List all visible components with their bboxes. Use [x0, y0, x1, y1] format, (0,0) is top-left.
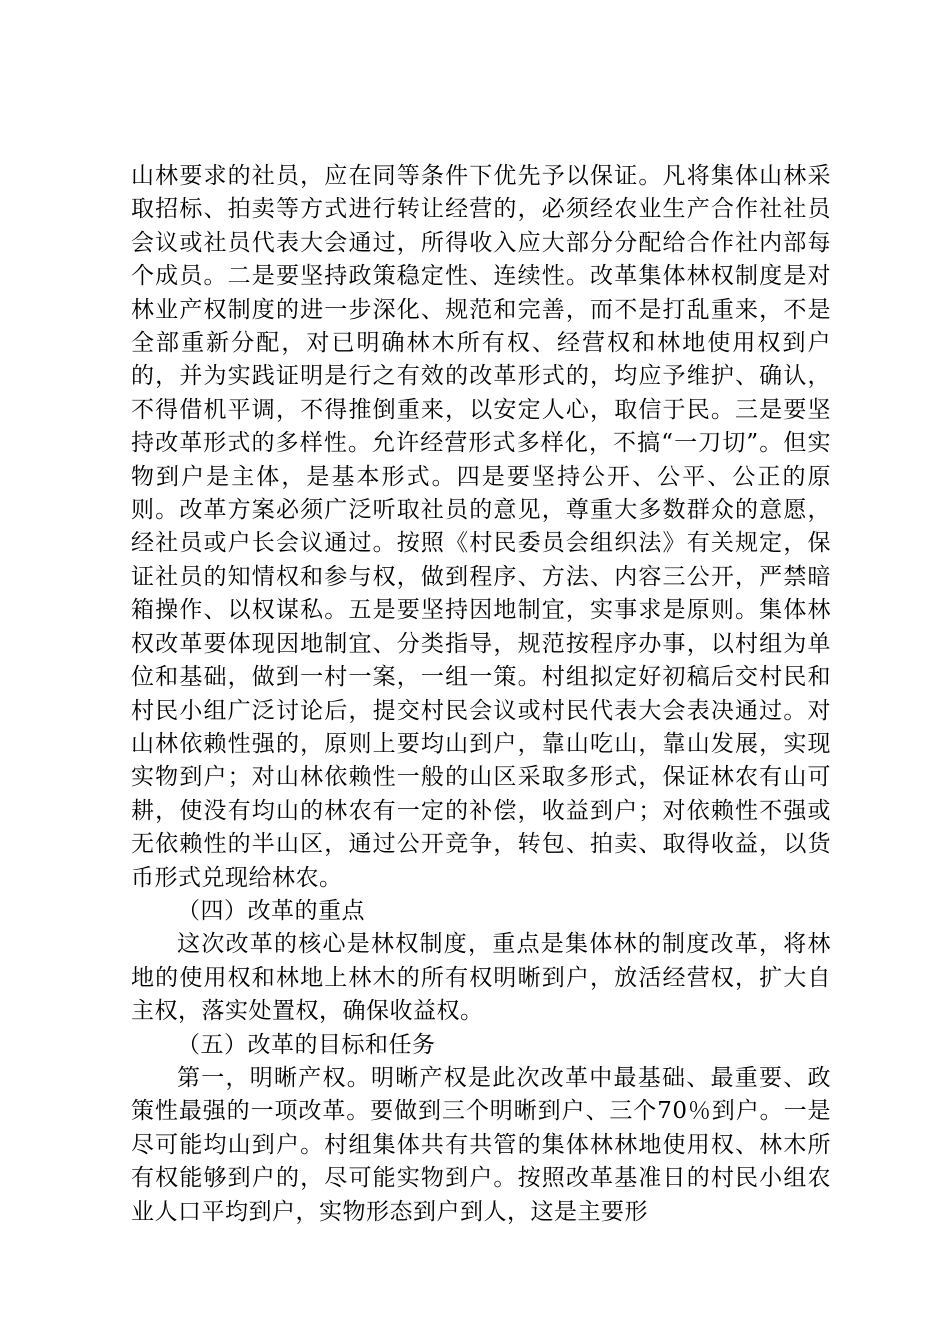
- section-heading-5: （五）改革的目标和任务: [177, 1031, 436, 1058]
- paragraph-continuation: 山林要求的社员，应在同等条件下优先予以保证。凡将集体山林采取招标、拍卖等方式进行转让经营的，必须经农业生产合作社社员会议或社员代表大会通过，所得收入应大部分分配给合作社内部每个成员。二是要坚持政策稳定性、连续性。改革集体林权制度是对林业产权制度的进一步深化、规范和完善，而不是打乱重来，不是全部重新分配，对已明确林木所有权、经营权和林地使用权到户的，并为实践证明是行之有效的改革形式的，均应予维护、确认，不得借机平调，不得推倒重来，以安定人心，取信于民。三是要坚持改革形式的多样性。允许经营形式多样化，不搞“一刀切”。但实物到户是主体，是基本形式。四是要坚持公开、公平、公正的原则。改革方案必须广泛听取社员的意见，尊重大多数群众的意愿，经社员或户长会议通过。按照《村民委员会组织法》有关规定，保证社员的知情权和参与权，做到程序、方法、内容三公开，严禁暗箱操作、以权谋私。五是要坚持因地制宜，实事求是原则。集体林权改革要体现因地制宜、分类指导，规范按程序办事，以村组为单位和基础，做到一村一案，一组一策。村组拟定好初稿后交村民和村民小组广泛讨论后，提交村民会议或村民代表大会表决通过。对山林依赖性强的，原则上要均山到户，靠山吃山，靠山发展，实现实物到户；对山林依赖性一般的山区采取多形式，保证林农有山可耕，使没有均山的林农有一定的补偿，收益到户；对依赖性不强或无依赖性的半山区，通过公开竞争，转包、拍卖、取得收益，以货币形式兑现给林农。: [131, 163, 831, 891]
- paragraph-clarify-property: 第一，明晰产权。明晰产权是此次改革中最基础、最重要、政策性最强的一项改革。要做到三个明晰到户、三个70％到户。一是尽可能均山到户。村组集体共有共管的集体林林地使用权、林木所有权能够到户的，尽可能实物到户。按照改革基准日的村民小组农业人口平均到户，实物形态到户到人，这是主要形: [131, 1064, 831, 1225]
- paragraph-reform-focus: 这次改革的核心是林权制度，重点是集体林的制度改革，将林地的使用权和林地上林木的所有权明晰到户，放活经营权，扩大自主权，落实处置权，确保收益权。: [131, 931, 831, 1025]
- document-body: [131, 160, 831, 1229]
- section-heading-4: （四）改革的重点: [177, 897, 365, 924]
